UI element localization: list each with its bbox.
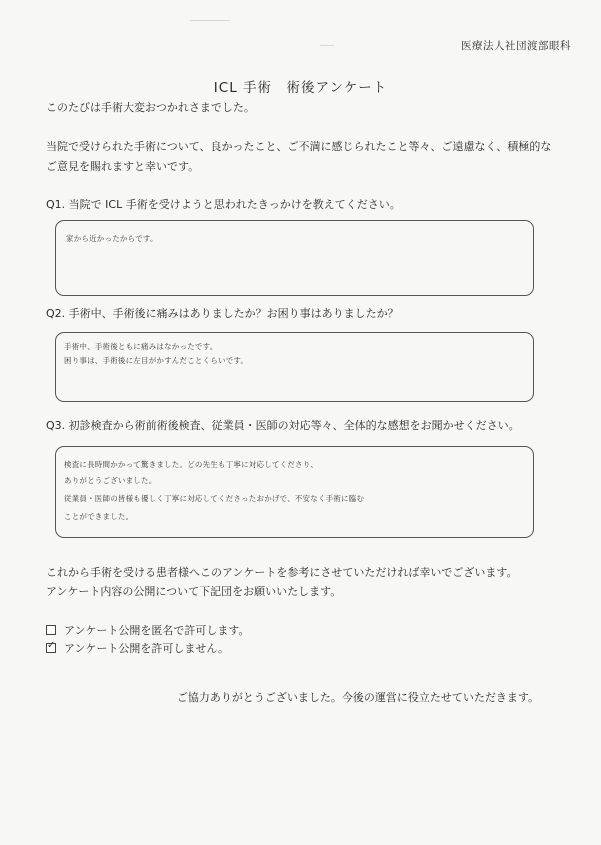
checkbox-anonymous-permit[interactable]	[46, 625, 56, 635]
intro-request-line1: 当院で受けられた手術について、良かったこと、ご不満に感じられたこと等々、ご遠慮なく、積極的な	[46, 140, 552, 153]
answer-3-line-2: ありがとうございました。	[64, 476, 157, 485]
option-not-permit[interactable]	[46, 640, 229, 656]
answer-box-3	[55, 446, 534, 538]
option-anonymous-permit[interactable]	[46, 622, 249, 638]
organization-name: 医療法人社団渡部眼科	[461, 40, 571, 52]
question-3-label: Q3. 初診検査から術前術後検査、従業員・医師の対応等々、全体的な感想をお聞かせください。	[46, 419, 520, 432]
answer-2-line-1: 手術中、手術後ともに痛みはなかったです。	[64, 342, 218, 351]
thanks-message: ご協力ありがとうございました。今後の運営に役立たせていただきます。	[176, 691, 539, 704]
answer-2-line-2: 困り事は、手術後に左目がかすんだことくらいです。	[64, 356, 249, 365]
question-1-label: Q1. 当院で ICL 手術を受けようと思われたきっかけを教えてください。	[46, 198, 401, 211]
answer-box-2	[55, 332, 534, 402]
intro-greeting: このたびは手術大変おつかれさまでした。	[46, 101, 255, 114]
closing-line2: アンケート内容の公開について下記団をお願いいたします。	[46, 585, 342, 598]
answer-3-line-4: ことができました。	[64, 512, 134, 521]
answer-3-line-1: 検査に長時間かかって驚きました。どの先生も丁寧に対応してくださり、	[64, 460, 319, 469]
option-anonymous-permit-label: アンケート公開を匿名で許可します。	[64, 624, 250, 637]
option-not-permit-label: アンケート公開を許可しません。	[64, 642, 229, 655]
closing-line1: これから手術を受ける患者様へこのアンケートを参考にさせていただければ幸いでございます。	[46, 566, 518, 579]
answer-3-line-3: 従業員・医師の皆様も優しく丁寧に対応してくださったおかげで、不安なく手術に臨む	[64, 494, 365, 503]
answer-box-1	[55, 220, 534, 296]
answer-1-line-1: 家から近かったからです。	[66, 234, 158, 243]
question-2-label: Q2. 手術中、手術後に痛みはありましたか？お困り事はありましたか？	[46, 307, 399, 320]
checkbox-not-permit[interactable]	[46, 643, 56, 653]
intro-request-line2: ご意見を賜れますと幸いです。	[46, 160, 200, 173]
survey-title: ICL 手術 術後アンケート	[213, 80, 388, 96]
